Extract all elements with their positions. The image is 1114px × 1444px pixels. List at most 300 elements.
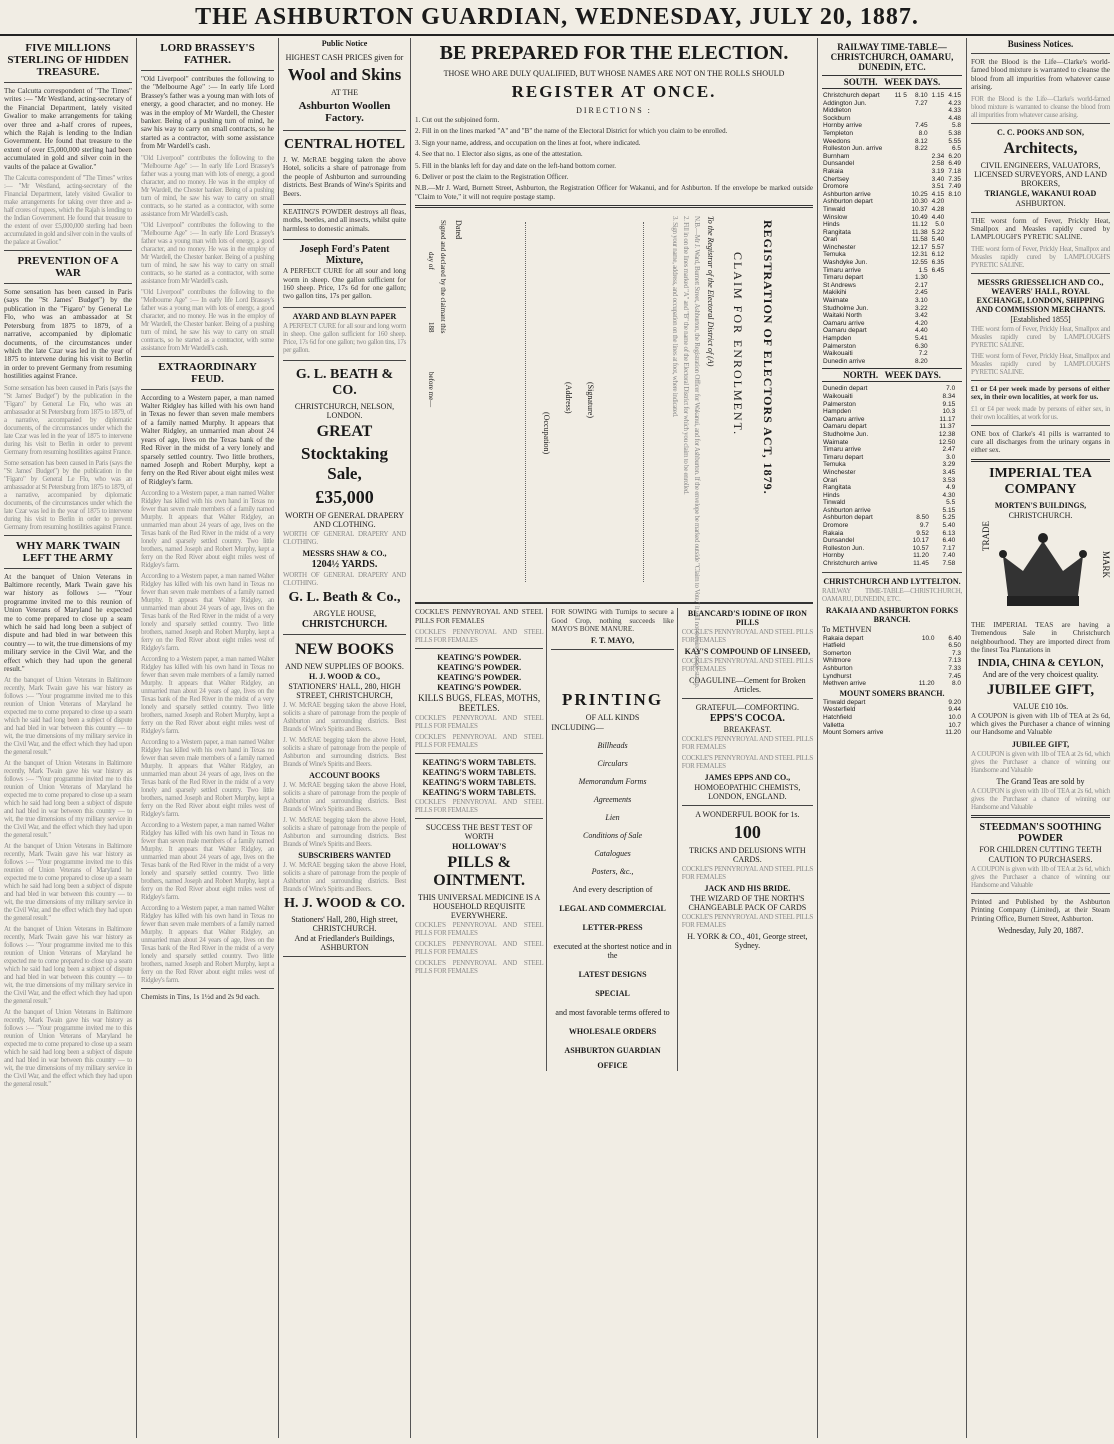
- departure-time: [892, 122, 908, 130]
- departure-time: 12.17: [911, 243, 928, 251]
- departure-time: [929, 297, 946, 305]
- ad-headline: IMPERIAL TEA COMPANY: [989, 465, 1092, 497]
- printing-item: Agreements: [593, 795, 632, 805]
- ad-line: COAGULINE—Cement for Broken Articles.: [689, 676, 806, 695]
- election-title: BE PREPARED FOR THE ELECTION.: [439, 42, 789, 64]
- station-name: Temuka: [823, 461, 846, 469]
- ad-text: COCKLE'S PENNYROYAL AND STEEL PILLS FOR FEMALES: [681, 735, 813, 752]
- departure-time: [908, 115, 929, 123]
- station-name: Hornby: [823, 552, 844, 560]
- departure-time: 5.40: [931, 236, 945, 244]
- ad-text: THE IMPERIAL TEAS are having a Tremendous Sale in Christchurch neighbourhood. They are imported direct from the finest Tea Plantations in: [971, 620, 1110, 655]
- timetable-row: [822, 122, 962, 130]
- ad-text: COCKLE'S PENNYROYAL AND STEEL PILLS FOR FEMALES: [681, 628, 813, 645]
- direction-4: 4. See that no. 1 Elector also signs, as one of the attestation.: [415, 150, 583, 159]
- ad-line: HIGHEST CASH PRICES given for: [285, 53, 404, 62]
- timetable-row: [822, 431, 962, 439]
- departure-time: 2.45: [914, 289, 928, 297]
- station-name: Somerton: [823, 649, 852, 657]
- ad-text: A COUPON is given with 1lb of TEA at 2s 6d, which gives the Purchaser a chance of winning our Handsome and Valuable: [971, 786, 1110, 811]
- departure-time: 5.0: [935, 221, 945, 229]
- departure-time: 11.37: [939, 423, 956, 431]
- departure-time: 9.52: [916, 529, 929, 537]
- departure-time: [929, 312, 946, 320]
- departure-time: [929, 115, 946, 123]
- divider: [682, 805, 813, 806]
- station-name: Waimate: [823, 438, 849, 446]
- station-name: Addington Jun.: [823, 99, 867, 107]
- timetable-row: [822, 477, 962, 485]
- ad-line: AT THE: [330, 88, 359, 97]
- departure-time: 4.40: [914, 327, 928, 335]
- divider: [822, 572, 962, 573]
- departure-time: 10.3: [942, 408, 956, 416]
- trade-mark-crown: [971, 521, 1110, 621]
- station-name: Winchester: [823, 468, 856, 476]
- ad-text: COCKLE'S PENNYROYAL AND STEEL PILLS FOR FEMALES: [415, 714, 544, 731]
- ad-headline: JUBILEE GIFT,: [986, 681, 1095, 698]
- departure-time: [908, 168, 929, 176]
- divider: [141, 988, 274, 989]
- timetable-row: [822, 722, 962, 730]
- departure-time: 2.34: [931, 152, 945, 160]
- departure-time: [929, 130, 946, 138]
- ad-line: THIS UNIVERSAL MEDICINE IS A HOUSEHOLD REQUISITE EVERYWHERE.: [417, 893, 541, 921]
- timetable-row: [822, 305, 962, 313]
- station-name: Rolleston Jun. arrive: [823, 145, 883, 153]
- timetable-row: [822, 537, 962, 545]
- departure-time: [945, 320, 962, 328]
- article-text: At the banquet of Union Veterans in Baltimore recently, Mark Twain gave his war history as follows :— "Your programme invited me to this reunion of Union Veterans of Maryland he expected me to come prepared to close up a seam which he said had long been a subject of dispute and had bled in war between this country — to wit, the true dimensions of my military service in the Civil War, and the effect which they had upon the general result.": [4, 572, 132, 673]
- departure-time: 5.8: [951, 122, 961, 130]
- ad-line: And are of the very choicest quality.: [982, 669, 1099, 679]
- departure-time: 7.40: [942, 552, 956, 560]
- station-name: Christchurch depart: [823, 92, 880, 99]
- ad-line: ASHBURTON.: [1015, 198, 1066, 208]
- departure-time: [959, 537, 962, 545]
- claim-form-signature[interactable]: (Signature): [586, 382, 595, 419]
- station-name: Ashburton arrive: [823, 190, 871, 198]
- timetable-row: [822, 358, 962, 366]
- departure-time: [892, 358, 908, 366]
- departure-time: [945, 221, 962, 229]
- article-text: According to a Western paper, a man named Walter Ridgley has killed with his own hand in Texas no fewer than seven male members of a family named Murphy. It appears that Walter Ridgley, an unmarried man about 24 years of age, lives on the Texas bank of the Red River in the midst of a very lonely and sparsely settled country. Two little brothers, named Joseph and Robert Murphy, kept a ferry on the Red River about eight miles west of Ridgley's farm.: [141, 655, 274, 736]
- divider: [141, 70, 274, 71]
- station-name: Timaru depart: [823, 274, 864, 282]
- printing-item: Catalogues: [594, 849, 631, 859]
- departure-time: 6.13: [942, 529, 956, 537]
- claim-form-dated[interactable]: Dated: [454, 220, 463, 240]
- departure-time: [945, 244, 962, 252]
- departure-time: 10.0: [948, 713, 961, 721]
- departure-time: [959, 446, 962, 454]
- column-election: [411, 38, 818, 1438]
- ad-headline: GREAT: [316, 422, 373, 440]
- divider: [4, 250, 132, 251]
- departure-time: [959, 522, 962, 530]
- timetable-row: [822, 160, 962, 168]
- station-name: Timaru arrive: [823, 446, 862, 454]
- claim-form-address[interactable]: (Address): [564, 382, 573, 414]
- station-name: Rakaia depart: [823, 634, 864, 642]
- departure-time: [908, 107, 929, 115]
- departure-time: [904, 499, 930, 507]
- trade-label: TRADE: [981, 520, 991, 551]
- departure-time: [959, 545, 962, 553]
- ad-line: MORTEN'S BUILDINGS,: [994, 500, 1087, 510]
- timetable-row: [822, 514, 962, 522]
- departure-time: [904, 507, 930, 515]
- election-subtitle: THOSE WHO ARE DULY QUALIFIED, BUT WHOSE NAMES ARE NOT ON THE ROLLS SHOULD: [443, 69, 785, 78]
- departure-time: [945, 198, 962, 206]
- departure-time: [903, 665, 935, 673]
- masthead: [0, 0, 1114, 36]
- ad-line: AND NEW SUPPLIES OF BOOKS.: [285, 661, 404, 671]
- departure-time: 10.57: [912, 544, 929, 552]
- departure-time: [892, 251, 908, 259]
- ad-line: KEATING'S POWDER.: [437, 663, 522, 673]
- claim-form-day[interactable]: day of: [427, 252, 435, 270]
- ad-line: C. C. POOKS AND SON,: [997, 127, 1084, 137]
- station-name: Orari: [823, 476, 838, 484]
- departure-time: [903, 642, 935, 650]
- ad-text: £1 or £4 per week made by persons of either sex, in their own localities, at work for us.: [971, 384, 1110, 402]
- departure-time: 5.41: [914, 335, 928, 342]
- ad-line: TRICKS AND DELUSIONS WITH CARDS.: [689, 846, 806, 865]
- form-line: [525, 222, 526, 582]
- departure-time: [959, 454, 962, 462]
- departure-time: [892, 244, 908, 252]
- rakaia-heading: RAKAIA AND ASHBURTON FORKS BRANCH.: [825, 605, 959, 624]
- station-name: Oamaru depart: [823, 423, 867, 431]
- ad-line: TRIANGLE, WAKANUI ROAD: [984, 188, 1097, 198]
- south-timetable: [822, 92, 962, 365]
- departure-time: [959, 401, 962, 409]
- station-name: Makikihi: [823, 289, 847, 297]
- claim-form-occupation[interactable]: (Occupation): [542, 412, 551, 455]
- divider: [4, 82, 132, 83]
- station-name: Winslow: [823, 213, 848, 221]
- ad-line: A WONDERFUL BOOK for 1s.: [695, 810, 800, 820]
- departure-time: [892, 214, 908, 222]
- methven-label: To METHVEN: [822, 624, 872, 634]
- timetable-row: [822, 665, 962, 673]
- article-text: According to a Western paper, a man named Walter Ridgley has killed with his own hand in Texas no fewer than seven male members of a family named Murphy. It appears that Walter Ridgley, an unmarried man about 24 years of age, lives on the Texas bank of the Red River in the midst of a very lonely and sparsely settled country. Two little brothers, named Joseph and Robert Murphy, kept a ferry on the Red River about eight miles west of Ridgley's farm.: [141, 572, 274, 653]
- ad-line: KAY'S COMPOUND OF LINSEED,: [684, 647, 811, 657]
- station-name: St Andrews: [823, 281, 856, 289]
- article-text: Some sensation has been caused in Paris (says the "St James' Budget") by the publication in the "Figaro" by General Le Flo, who was an ambassador at St Petersburg from 1875 to 1879, of a narrative, accompanied by diplomatic documents, of the circumstances under which the late Czar was led in the year of 1875 to intervene during his visit to Berlin in order to prevent Germany from resuming hostilities against France.: [4, 458, 132, 531]
- timetable-row: [822, 100, 962, 108]
- timetable-row: [822, 401, 962, 409]
- station-name: Sockburn: [823, 114, 851, 122]
- departure-time: 11.38: [911, 228, 928, 236]
- timetable-row: [822, 145, 962, 153]
- station-name: Waitaki North: [823, 312, 862, 320]
- article-heading: FIVE MILLIONS STERLING OF HIDDEN TREASURE.: [7, 42, 129, 78]
- ad-text: A COUPON is given with 1lb of TEA at 2s 6d, which gives the Purchaser a chance of winning our Handsome and Valuable: [971, 711, 1110, 737]
- departure-time: [929, 350, 946, 358]
- divider: [551, 649, 673, 650]
- station-name: Oamaru depart: [823, 327, 867, 335]
- departure-time: [904, 408, 930, 416]
- departure-time: 1.15: [931, 92, 945, 99]
- departure-time: 12.50: [938, 438, 956, 446]
- ad-text: COCKLE'S PENNYROYAL AND STEEL PILLS FOR FEMALES: [415, 940, 544, 957]
- ad-text: J. W. McRAE begging taken the above Hotel, solicits a share of patronage from the people of Ashburton and surrounding districts. Best Brands of Wine's Spirits and Beers.: [283, 860, 406, 893]
- departure-time: 8.10: [914, 92, 928, 99]
- timetable-row: [822, 454, 962, 462]
- mark-label: MARK: [1101, 550, 1111, 578]
- station-name: Palmerston: [823, 342, 856, 350]
- departure-time: [892, 274, 908, 282]
- ad-line: H. J. WOOD & CO.,: [309, 671, 380, 681]
- timetable-row: [822, 642, 962, 650]
- departure-time: 5.5: [946, 499, 956, 507]
- divider: [141, 356, 274, 357]
- departure-time: [959, 514, 962, 522]
- station-name: Mount Somers arrive: [823, 729, 884, 737]
- departure-time: [945, 229, 962, 237]
- timetable-row: [822, 327, 962, 335]
- departure-time: 3.22: [914, 304, 928, 312]
- departure-time: [892, 100, 908, 108]
- station-name: Dunedin depart: [823, 385, 868, 393]
- departure-time: 10.0: [921, 634, 935, 642]
- departure-time: 8.50: [916, 514, 929, 522]
- departure-time: [904, 492, 930, 500]
- ad-line: THE WIZARD OF THE NORTH'S CHANGEABLE PACK OF CARDS: [688, 894, 807, 913]
- timetable-row: [822, 680, 962, 688]
- imprint: Printed and Published by the Ashburton Printing Company (Limited), at their Steam Printing Office, Burnett Street, Ashburton.: [971, 897, 1110, 923]
- departure-time: [945, 312, 962, 320]
- departure-time: [929, 145, 946, 153]
- departure-time: [904, 431, 930, 439]
- article-text: At the banquet of Union Veterans in Baltimore recently, Mark Twain gave his war history as follows :— "Your programme invited me to this reunion of Union Veterans of Maryland he expected me to come prepared to close up a seam which he said had long been a subject of dispute and had bled in war between this country — to wit, the true dimensions of my military service in the Civil War, and the effect which they had upon the general result.": [4, 676, 132, 757]
- divider: [4, 283, 132, 284]
- wool-ad: [283, 49, 406, 131]
- ad-text: THE worst form of Fever, Prickly Heat, Smallpox and Measles rapidly cured by LAMPLOUGH'S PYRETIC SALINE.: [971, 351, 1110, 376]
- divider: [971, 273, 1110, 274]
- sub-column-3: [682, 608, 813, 1071]
- ad-line: BREAKFAST.: [723, 725, 772, 735]
- station-name: Rangitata: [823, 484, 851, 492]
- departure-time: [904, 461, 930, 469]
- departure-time: [959, 499, 962, 507]
- ad-headline: NEW BOOKS: [295, 640, 394, 658]
- departure-time: 4.48: [948, 114, 961, 122]
- ad-headline: G. L. BEATH & CO.: [295, 366, 394, 398]
- departure-time: [929, 327, 946, 335]
- divider: [971, 459, 1110, 462]
- departure-time: 12.31: [911, 251, 928, 259]
- ad-headline: PILLS & OINTMENT.: [433, 854, 526, 890]
- departure-time: [929, 107, 946, 115]
- departure-time: [945, 206, 962, 214]
- departure-time: 7.33: [948, 665, 961, 672]
- ad-line: H. YORK & CO., 401, George street, Sydney.: [687, 932, 808, 951]
- departure-time: 8.20: [914, 357, 928, 365]
- station-name: Temuka: [823, 251, 846, 259]
- ad-line: ARGYLE HOUSE,: [312, 608, 377, 618]
- ad-text: J. W. McRAE begging taken the above Hotel, solicits a share of patronage from the people of Ashburton and surrounding districts. Best Brands of Wine's Spirits and Beers.: [283, 780, 406, 813]
- divider: [415, 753, 543, 754]
- departure-time: 12.55: [911, 259, 928, 267]
- ad-line: JACK AND HIS BRIDE.: [704, 884, 791, 894]
- ad-text: COCKLE'S PENNYROYAL AND STEEL PILLS FOR FEMALES: [415, 959, 544, 976]
- ad-text: COCKLE'S PENNYROYAL AND STEEL PILLS FOR FEMALES: [415, 628, 544, 645]
- departure-time: [892, 130, 908, 138]
- station-name: Hampden: [823, 335, 852, 342]
- departure-time: 6.45: [931, 266, 945, 274]
- timetable-row: [822, 393, 962, 401]
- timetable-row: [822, 259, 962, 267]
- imprint-date: Wednesday, July 20, 1887.: [997, 925, 1084, 935]
- departure-time: 3.42: [914, 312, 928, 320]
- timetable-row: [822, 484, 962, 492]
- departure-time: 9.7: [919, 522, 929, 530]
- departure-time: [892, 305, 908, 313]
- ad-headline: Ashburton Woollen Factory.: [298, 100, 391, 124]
- business-heading: Business Notices.: [1007, 39, 1074, 49]
- departure-time: [908, 176, 929, 184]
- departure-time: 8.22: [914, 145, 928, 153]
- ad-text: THE worst form of Fever, Prickly Heat, Smallpox and Measles rapidly cured by LAMPLOUGH'S PYRETIC SALINE.: [971, 324, 1110, 349]
- timetable-row: [822, 214, 962, 222]
- article-heading: PREVENTION OF A WAR: [17, 255, 119, 280]
- station-name: Dunedin arrive: [823, 357, 866, 365]
- departure-time: 8.34: [942, 392, 956, 400]
- timetable-row: [822, 492, 962, 500]
- timetable-row: [822, 312, 962, 320]
- station-name: Ashburton: [823, 665, 853, 672]
- timetable-row: [822, 507, 962, 515]
- departure-time: 3.0: [946, 453, 956, 461]
- timetable-row: [822, 221, 962, 229]
- station-name: Whitmore: [823, 657, 851, 665]
- departure-time: [929, 122, 946, 130]
- ad-line: STATIONERS' HALL, 280, HIGH STREET, CHRISTCHURCH,: [288, 681, 401, 700]
- ad-headline: Joseph Ford's Patent Mixture,: [299, 244, 390, 267]
- departure-time: 12.38: [938, 430, 956, 438]
- ad-text: J. W. McRAE begging taken the above Hotel, solicits a share of patronage from the people of Ashburton and surrounding districts. Best Brands of Wine's Spirits and Beers.: [283, 735, 406, 768]
- article-text: According to a Western paper, a man named Walter Ridgley has killed with his own hand in Texas no fewer than seven male members of a family named Murphy. It appears that Walter Ridgley, an unmarried man about 24 years of age, lives on the Texas bank of the Red River in the midst of a very lonely and sparsely settled country. Two little brothers, named Joseph and Robert Murphy, kept a ferry on the Red River about eight miles west of Ridgley's farm.: [141, 904, 274, 985]
- departure-time: 7.3: [951, 649, 961, 657]
- departure-time: 6.5: [951, 145, 961, 153]
- departure-time: [929, 305, 946, 313]
- timetable-row: [822, 198, 962, 206]
- departure-time: [945, 297, 962, 305]
- timetable-row: [822, 267, 962, 275]
- direction-note: N.B.—Mr J. Ward, Burnett Street, Ashburton, the Registration Officer for Wakanui, and for Ashburton. If the envelope be marked outside "Claim to Vote," it will not require postage stamp.: [415, 184, 813, 201]
- departure-time: 11 5: [894, 92, 907, 99]
- ad-line: STEEDMAN'S SOOTHING POWDER: [979, 821, 1102, 844]
- claim-form-declared: Signed and declared by the claimant this: [439, 220, 447, 334]
- departure-time: [929, 289, 946, 297]
- departure-time: 5.55: [948, 137, 961, 145]
- departure-time: [904, 393, 930, 401]
- ad-line: LATEST DESIGNS: [578, 970, 647, 980]
- departure-time: 10.30: [911, 198, 928, 206]
- ad-line: CHRISTCHURCH, NELSON, LONDON.: [294, 401, 395, 420]
- departure-time: [892, 312, 908, 320]
- hotel-ad: [283, 131, 406, 205]
- departure-time: [892, 153, 908, 161]
- departure-time: [959, 461, 962, 469]
- departure-time: 6.40: [948, 634, 961, 642]
- timetable-row: [822, 183, 962, 191]
- timetable-row: [822, 107, 962, 115]
- departure-time: 8.10: [948, 190, 961, 198]
- departure-time: [892, 259, 908, 267]
- article-text: The Calcutta correspondent of "The Times" writes :— "Mr Westland, acting-secretary of the Financial Department, lately visited Gwalior to make arrangements for taking over three and a-half crores of rupees, which the Rajah is lending to the Indian Government. He found that treasure to the extent of over £5,000,000 sterling had been accumulated in gold and silver coin in the vaults of the palace at Gwalior.": [4, 87, 132, 171]
- ad-headline: 100: [733, 822, 761, 843]
- ad-line: CHRISTCHURCH.: [301, 618, 388, 630]
- printing-headline: PRINTING: [562, 690, 664, 710]
- timetable-row: [822, 244, 962, 252]
- ad-headline: Stocktaking Sale,: [301, 443, 388, 483]
- departure-time: 7.2: [918, 350, 928, 358]
- ad-line: KEATING'S POWDER.: [437, 683, 522, 693]
- ad-line: CHRISTCHURCH.: [1008, 510, 1073, 520]
- departure-time: 4.9: [946, 484, 956, 492]
- departure-time: [945, 305, 962, 313]
- departure-time: 9.44: [948, 706, 961, 714]
- departure-time: [959, 507, 962, 515]
- ad-text: RAILWAY TIME-TABLE—CHRISTCHURCH, OAMARU, DUNEDIN, ETC.: [822, 586, 962, 603]
- departure-time: 2.58: [931, 160, 945, 168]
- printing-item: Conditions of Sale: [582, 831, 643, 841]
- mount-somers-timetable: [822, 699, 962, 737]
- departure-time: [892, 138, 908, 146]
- departure-time: [959, 408, 962, 416]
- station-name: Orari: [823, 236, 838, 244]
- direction-3: 3. Sign your name, address, and occupation on the lines at foot, where indicated.: [415, 138, 641, 147]
- departure-time: 10.37: [911, 205, 928, 213]
- article-text: At the banquet of Union Veterans in Baltimore recently, Mark Twain gave his war history as follows :— "Your programme invited me to this reunion of Union Veterans of Maryland he expected me to come prepared to close up a seam which he said had long been a subject of dispute and had bled in war between this country — to wit, the true dimensions of my military service in the Civil War, and the effect which they had upon the general result.": [4, 1008, 132, 1089]
- article-heading: EXTRAORDINARY FEUD.: [158, 360, 257, 385]
- column-business: [967, 38, 1114, 1438]
- departure-time: [945, 267, 962, 275]
- timetable-row: [822, 138, 962, 146]
- section-heading: Public Notice: [321, 39, 368, 48]
- departure-time: 8.0: [951, 680, 961, 688]
- departure-time: [904, 423, 930, 431]
- timetable-row: [822, 461, 962, 469]
- mount-somers-heading: MOUNT SOMERS BRANCH.: [839, 688, 945, 698]
- station-name: Valletta: [823, 721, 845, 729]
- departure-time: [904, 484, 930, 492]
- ad-line: ACCOUNT BOOKS: [309, 770, 380, 780]
- rakaia-timetable: [822, 635, 962, 688]
- ad-line: [Established 1855]: [1010, 314, 1071, 324]
- departure-time: 6.12: [931, 251, 945, 259]
- ad-text: J. W. McRAE begging taken the above Hotel, solicits a share of patronage from the people of Ashburton and surrounding districts. Best Brands of Wine's Spirits and Beers.: [283, 700, 406, 733]
- station-name: Dunsandel: [823, 537, 855, 545]
- article-text: "Old Liverpool" contributes the following to the "Melbourne Age" :— In early life Lord Brassey's father was a young man with lots of energy, a good character, and no money. He was in the employ of Mr Wardell, the Chester banker. Being of a pushing turn of mind, he saw his way to carry on small contracts, so he started as a contractor, with some assistance from Mr Wardell's cash.: [141, 153, 274, 218]
- ad-line: LETTER-PRESS: [582, 923, 643, 933]
- departure-time: [908, 183, 929, 191]
- claim-form-year[interactable]: 188: [427, 322, 435, 333]
- south-heading: [822, 75, 962, 89]
- station-name: Ashburton depart: [823, 198, 873, 206]
- ad-line: OF ALL KINDS: [585, 713, 640, 723]
- weekdays-label: WEEK DAYS.: [884, 77, 941, 87]
- ad-line: And at Friedlander's Buildings, ASHBURTON: [294, 933, 395, 952]
- departure-time: 4.40: [931, 213, 945, 221]
- timetable-row: [822, 439, 962, 447]
- ad-line: MESSRS SHAW & CO.,: [302, 548, 387, 558]
- railway-title: RAILWAY TIME-TABLE—CHRISTCHURCH, OAMARU, DUNEDIN, ETC.: [830, 42, 954, 72]
